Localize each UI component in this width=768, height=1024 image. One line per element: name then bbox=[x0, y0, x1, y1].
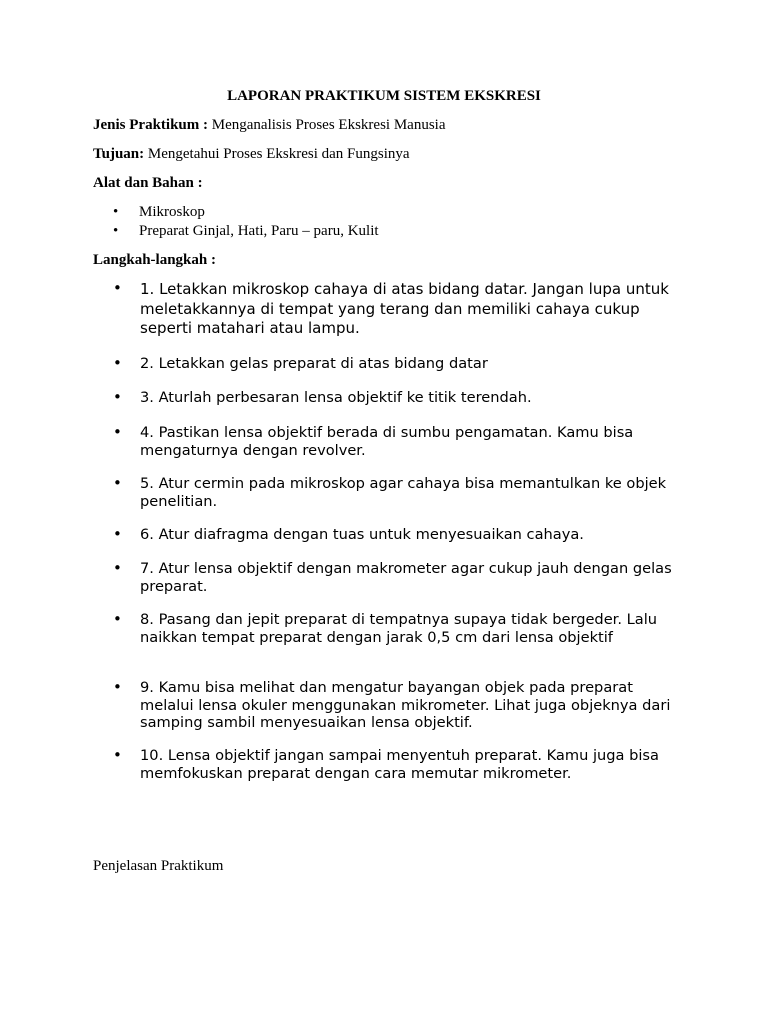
jenis-praktikum-value: Menganalisis Proses Ekskresi Manusia bbox=[208, 117, 446, 133]
bullet-icon: • bbox=[113, 223, 119, 239]
bullet-icon: • bbox=[113, 474, 122, 492]
bullet-icon: • bbox=[113, 204, 119, 220]
document-page: LAPORAN PRAKTIKUM SISTEM EKSKRESI Jenis Praktikum : Menganalisis Proses Ekskresi Manusia Tujuan: Mengetahui Proses Ekskresi dan Fungsinya Alat dan Bahan : • Mikroskop • Preparat Ginjal, Hati, Paru – paru, Kulit Langkah-langkah : • 1. Letakkan mikroskop cahaya di atas bidang datar. Jangan lupa untuk meletakkannya di tempat yang terang dan memiliki cahaya cukup seperti matahari atau lampu. • 2. Letakkan gelas preparat di atas bidang datar • 3. Aturlah perbesaran lensa objektif ke titik terendah. • 4. Pastikan lensa objektif berada di sumbu pengamatan. Kamu bisa mengaturnya dengan revolver. • 5. Atur cermin pada mikroskop agar cahaya bisa memantulkan ke objek penelitian. • 6. Atur diafragma dengan tuas untuk menyesuaikan cahaya. • 7. Atur lensa objektif dengan makrometer agar cukup jauh dengan gelas preparat. • 8. Pasang dan jepit preparat di tempatnya supaya tidak bergeder. Lalu naikkan tempat preparat dengan jarak 0,5 cm dari lensa objektif • 9. Kamu bisa melihat dan mengatur bayangan objek pada preparat melalui lensa okuler menggunakan mikrometer. Lihat juga objeknya dari samping sambil menyesuaikan lensa objektif. • 10. Lensa objektif jangan sampai menyentuh preparat. Kamu juga bisa memfokuskan preparat dengan cara memutar mikrometer. Penjelasan Praktikum bbox=[0, 0, 768, 1024]
alat-bahan-heading: Alat dan Bahan : bbox=[93, 175, 203, 191]
jenis-praktikum-line bbox=[93, 117, 446, 134]
langkah-heading: Langkah-langkah : bbox=[93, 252, 216, 268]
bullet-icon: • bbox=[113, 525, 122, 543]
jenis-praktikum-label: Jenis Praktikum : bbox=[93, 117, 209, 133]
bullet-icon: • bbox=[113, 559, 122, 577]
tujuan-value: Mengetahui Proses Ekskresi dan Fungsinya bbox=[144, 146, 410, 162]
bullet-icon: • bbox=[113, 354, 122, 372]
bullet-icon: • bbox=[113, 279, 122, 297]
bullet-icon: • bbox=[113, 610, 122, 628]
penjelasan-heading: Penjelasan Praktikum bbox=[93, 858, 224, 874]
bullet-icon: • bbox=[113, 746, 122, 764]
bullet-icon: • bbox=[113, 678, 122, 696]
bullet-icon: • bbox=[113, 423, 122, 441]
bullet-icon: • bbox=[113, 388, 122, 406]
tujuan-label: Tujuan: bbox=[93, 146, 145, 162]
tujuan-line bbox=[93, 146, 410, 163]
page-title: LAPORAN PRAKTIKUM SISTEM EKSKRESI bbox=[227, 88, 541, 104]
